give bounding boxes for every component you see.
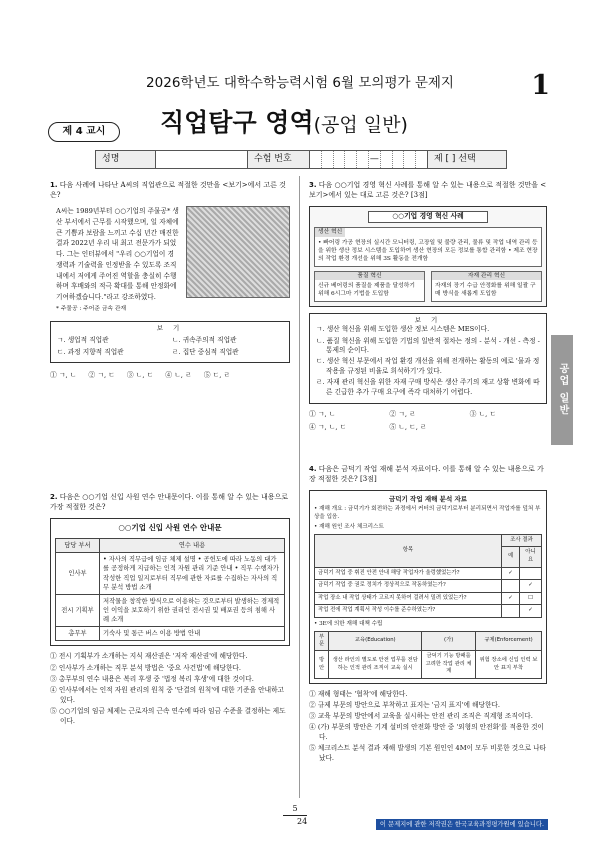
prod-text: • 빠어링 가공 현장의 실시간 모니터링, 고장일 및 불량 관리, 물류 및 작업 내역 관리 등을 위한 생산 정보 시스템을 도입하여 생산 현장의 모든 정보를 통합 관리함 • 제조 현장의 작업 환경 개선을 위해 3S 활동을 전개함 <box>318 239 538 263</box>
check-item: 작업 장소 내 작업 상태가 고르지 못하여 걸려서 밀려 있었는가? <box>315 592 502 605</box>
q4-plan-table <box>314 631 542 679</box>
th-dept: 담당 부서 <box>56 539 100 553</box>
q3-option[interactable]: ③ ㄴ, ㄷ <box>469 410 497 419</box>
plan-head: 부문 <box>315 631 329 651</box>
q3-bogi-item: ㄷ. 생산 혁신 부문에서 작업 환경 개선을 위해 전개하는 활동의 예로 '물과 정작용을 규정된 비율로 희석하기'가 있다. <box>316 357 540 376</box>
plan-cell: 금덕기 기능 방패를 고려한 작업 관리 체계 <box>422 651 476 678</box>
q4-choice[interactable]: ① 재해 형태는 '협착'에 해당한다. <box>309 689 408 698</box>
dept-cell: 전시 기획부 <box>56 594 100 626</box>
info-bar <box>95 150 507 169</box>
q2-table <box>55 538 285 641</box>
factory-photo <box>186 206 290 298</box>
q2-choice[interactable]: ⑤ ○○기업의 임금 체제는 근로자의 근속 연수에 따라 임금 수준을 결정하는 제도이다. <box>50 706 286 725</box>
check-result: 조사 결과 <box>502 534 542 547</box>
q2-choice[interactable]: ① 전시 기획부가 소개하는 지식 재산권은 '저작 재산권'에 해당한다. <box>50 652 248 661</box>
q1-bogi-item: ㄱ. 생업적 직업관 <box>57 335 109 344</box>
check-yes-cell <box>502 605 520 618</box>
exam-title: 2026학년도 대학수학능력시험 6월 모의평가 문제지 <box>146 75 454 91</box>
exam-no-field[interactable] <box>310 151 428 168</box>
question-4 <box>309 464 547 765</box>
check-no: 아니요 <box>520 547 542 567</box>
check-yes-cell <box>502 580 520 593</box>
check-no-cell: ✓ <box>520 605 542 618</box>
exam-no-label: 수험 번호 <box>248 151 310 168</box>
q1-bogi-item: ㄹ. 집단 중심적 직업관 <box>172 348 239 357</box>
column-divider <box>299 176 300 798</box>
question-3 <box>309 180 547 433</box>
check-yes-cell: ✓ <box>502 567 520 580</box>
q1-option[interactable]: ③ ㄴ, ㄷ <box>126 371 154 379</box>
choice-label: 제 [ ] 선택 <box>434 153 476 164</box>
subject-main: 직업탐구 영역 <box>160 108 314 137</box>
q3-number: 3. <box>309 181 317 189</box>
bogi-label: 보 기 <box>414 315 442 324</box>
footer-page <box>283 803 307 827</box>
question-2 <box>50 492 290 728</box>
check-item: 금덕기 작업 중 권로 정치가 정상적으로 작동하였는가? <box>315 580 502 593</box>
bogi-label: 보 기 <box>156 324 184 333</box>
plan-row-label: 방안 <box>315 651 329 678</box>
exam-dash: — <box>369 151 381 168</box>
q3-option[interactable]: ② ㄱ, ㄹ <box>389 410 416 419</box>
q4-stem: 다음은 금덕기 작업 재해 분석 자료이다. 이를 통해 알 수 있는 내용으로 가장 적절한 것은? [3점] <box>309 465 544 484</box>
q1-option[interactable]: ① ㄱ, ㄴ <box>50 371 77 379</box>
q4-choice[interactable]: ② 규제 부문의 방안으로 부착하고 표지는 '금지 표지'에 해당한다. <box>309 700 500 709</box>
plan-head: 교육(Education) <box>329 631 422 651</box>
q4-number: 4. <box>309 465 317 473</box>
q1-number: 1. <box>50 181 58 189</box>
check-item: 작업 전에 작업 계획서 작성 이수를 준수하였는가? <box>315 605 502 618</box>
q1-passage: A씨는 1989년부터 ○○기업의 주물공* 생산 부서에서 근무를 시작했으며, 일 자체에 큰 기쁨과 보람을 느끼고 수십 년간 매진한 결과 2022년 우리 내 최고 전문가가 되었다. 그는 인터뷰에서 "우리 ○○기업이 경쟁력과 기술력을 인정받을 수 있도록 조직 내에서 저에게 주어진 역할을 충실히 수행하며 후배와의 적극 확대를 통해 안정화에 기여하겠습니다."라고 강조하였다. <box>56 207 179 302</box>
q2-notice <box>50 518 290 646</box>
q4-plan-title: • 3E에 의한 재해 대책 수립 <box>314 620 383 627</box>
subject-title <box>160 105 408 141</box>
content-cell: 기숙사 및 통근 버스 이용 방법 안내 <box>100 627 285 641</box>
q4-check-title: • 재해 원인 조사 체크리스트 <box>314 524 384 531</box>
footer-page-total: 24 <box>297 816 308 826</box>
q4-choice[interactable]: ⑤ 체크리스트 분석 결과 재해 발생의 기본 원인인 4M이 모두 비롯한 것으로 나타났다. <box>309 744 547 762</box>
q2-choice[interactable]: ④ 인사부에서는 인적 자원 관리의 원칙 중 '단결의 원칙'에 대한 기준을 안내하고 있다. <box>50 685 285 704</box>
check-no-cell <box>520 567 542 580</box>
material-label: 자재 관리 혁신 <box>432 272 541 280</box>
q4-doc <box>309 490 547 683</box>
q1-option[interactable]: ⑤ ㄷ, ㄹ <box>203 371 231 379</box>
name-label: 성명 <box>96 151 156 168</box>
period-badge: 제 4 교시 <box>48 122 120 142</box>
q3-bogi-item: ㄹ. 자재 관리 혁신을 위한 자재 구매 방식은 생산 주기의 재고 상황 변화에 따른 긴급한 추가 구매 요구에 즉각 대처하기 어렵다. <box>316 378 540 397</box>
content-cell: • 자사의 직무급에 임금 체제 설명 • 공헌도에 따라 노동의 대가를 공정하게 지급하는 인적 자원 관리 기준 안내 • 직무 수행자가 작성한 직업 일지로부터 직무에 관한 자료를 수집하는 자사의 직무 분석 방법 소개 <box>100 553 285 595</box>
check-head: 항목 <box>315 534 502 567</box>
check-no-cell: ✓ <box>520 580 542 593</box>
q4-doc-title: 금덕기 작업 재해 분석 자료 <box>388 495 468 504</box>
check-no-cell: ☐ <box>520 592 542 605</box>
name-field[interactable] <box>156 151 248 168</box>
prod-label: 생산 혁신 <box>315 228 345 236</box>
q4-choice[interactable]: ③ 교육 부문의 방안에서 교육을 실시하는 안전 관리 조직은 직계형 조직이다. <box>309 712 533 721</box>
check-yes: 예 <box>502 547 520 567</box>
dept-cell: 인사부 <box>56 553 100 595</box>
plan-cell: 위험 장소에 신입 인력 보안 표지 부착 <box>476 651 542 678</box>
check-yes-cell: ✓ <box>502 592 520 605</box>
question-1 <box>50 180 290 381</box>
side-subject-tab: 공업 일반 <box>551 335 573 445</box>
q1-footnote: * 주물공 : 주어준 금속 관재 <box>56 305 127 312</box>
q2-stem: 다음은 ○○기업 신입 사원 연수 안내문이다. 이를 통해 알 수 있는 내용으로 가장 적절한 것은? <box>50 493 289 512</box>
plan-head: (가) <box>422 631 476 651</box>
q1-stem: 다음 사례에 나타난 A씨의 직업관으로 적절한 것만을 <보기>에서 고른 것은? <box>50 181 286 200</box>
check-item: 금덕기 작업 중 휘진 안전 안내 해당 작업자가 울렁했었는가? <box>315 567 502 580</box>
plan-cell: 생산 라인의 별도로 안전 업무를 전담하는 인적 관리 조직이 교육 실시 <box>329 651 422 678</box>
dept-cell: 총무부 <box>56 627 100 641</box>
copyright-note: 이 문제지에 관한 저작권은 한국교육과정평가원에 있습니다. <box>376 819 548 830</box>
q2-choice[interactable]: ③ 총무부의 연수 내용은 복리 후생 중 '법정 복리 후생'에 대한 것이다. <box>50 674 254 683</box>
q2-number: 2. <box>50 493 58 501</box>
material-text: 자재의 장기 수급 안정화를 위해 일괄 구매 방식을 새롭게 도입함 <box>435 283 536 298</box>
content-cell: 저작물을 창작한 방식으로 이용하는 것으로부터 발생하는 경제적인 이익을 보호하기 위한 권리인 전시권 및 배포권 등의 침해 사례 소개 <box>100 594 285 626</box>
quality-label: 품질 혁신 <box>315 272 424 280</box>
q3-bogi-item: ㄴ. 품질 혁신을 위해 도입한 기법의 일반적 절차는 정의 - 분석 - 개선 - 측정 - 통제의 순이다. <box>316 336 540 355</box>
q1-bogi-item: ㄴ. 귀속주의적 직업관 <box>172 335 237 344</box>
footer-page-current: 5 <box>283 803 307 816</box>
q1-bogi-box <box>50 321 290 363</box>
q1-option[interactable]: ② ㄱ, ㄷ <box>88 371 115 379</box>
q3-case-title: ○○기업 경영 혁신 사례 <box>368 211 488 223</box>
subject-sub: (공업 일반) <box>313 114 408 136</box>
q3-option[interactable]: ④ ㄱ, ㄴ, ㄷ <box>309 423 347 432</box>
q1-option[interactable]: ④ ㄴ, ㄹ <box>165 371 192 379</box>
q3-bogi-box <box>309 313 547 404</box>
q4-overview: • 재해 개요 : 금덕기가 회전하는 과정에서 커터의 금덕기로부터 분리되면서 작업자를 덮쳐 부상을 입음. <box>314 506 541 521</box>
plan-head: 규제(Enforcement) <box>476 631 542 651</box>
q3-option[interactable]: ⑤ ㄴ, ㄷ, ㄹ <box>389 423 427 432</box>
q3-stem: 다음 ○○기업 경영 혁신 사례를 통해 알 수 있는 내용으로 적절한 것만을 <보기>에서 있는 대로 고른 것은? [3점] <box>309 181 547 200</box>
q4-checklist <box>314 534 542 618</box>
q3-option[interactable]: ① ㄱ, ㄴ <box>309 410 336 419</box>
q3-bogi-item: ㄱ. 생산 혁신을 위해 도입한 생산 정보 시스템은 MES이다. <box>316 325 490 334</box>
q4-choice[interactable]: ④ (가) 부문의 방안은 기계 설비의 안전화 방안 중 '외형의 안전화'를 적용한 것이다. <box>309 723 544 742</box>
quality-text: 신규 베어링의 품질을 제품을 달성하기 위해 6시그마 기법을 도입함 <box>318 283 415 298</box>
th-content: 연수 내용 <box>100 539 285 553</box>
q1-bogi-item: ㄷ. 과정 지향적 직업관 <box>57 348 124 357</box>
page-number: 1 <box>531 70 550 101</box>
q3-case-box <box>309 206 547 307</box>
q2-choice[interactable]: ② 인사부가 소개하는 직무 분석 방법은 '중요 사건법'에 해당한다. <box>50 663 241 672</box>
q2-table-title: ○○기업 신입 사원 연수 안내문 <box>118 523 222 533</box>
